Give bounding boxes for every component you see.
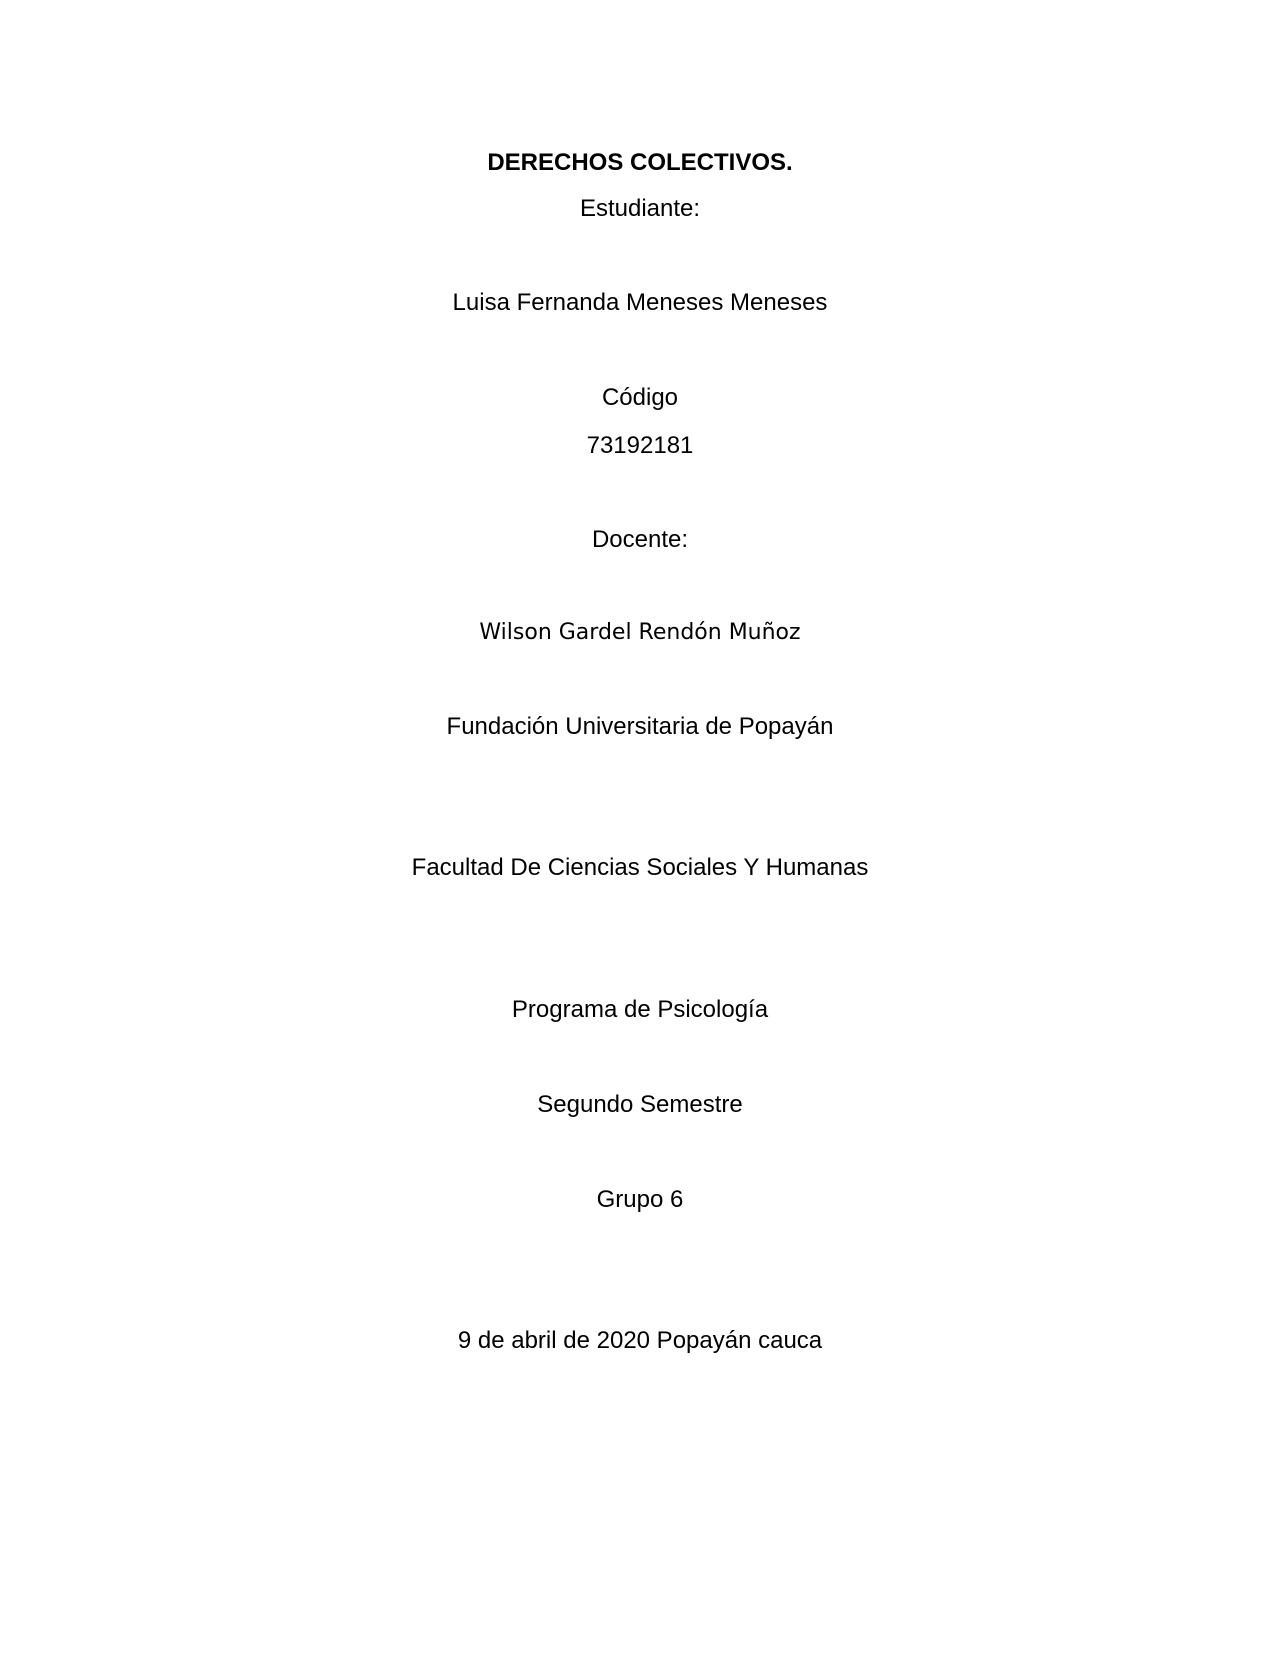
code-value: 73192181 xyxy=(586,432,694,459)
code-label: Código xyxy=(601,384,679,411)
date-place: 9 de abril de 2020 Popayán cauca xyxy=(457,1327,823,1354)
student-label: Estudiante: xyxy=(579,195,701,222)
faculty-name: Facultad De Ciencias Sociales Y Humanas xyxy=(411,854,869,881)
institution-name: Fundación Universitaria de Popayán xyxy=(446,713,834,740)
semester-text: Segundo Semestre xyxy=(537,1091,743,1118)
document-title: DERECHOS COLECTIVOS. xyxy=(487,149,793,176)
teacher-name: Wilson Gardel Rendón Muñoz xyxy=(479,620,801,645)
student-name: Luisa Fernanda Meneses Meneses xyxy=(452,289,828,316)
group-text: Grupo 6 xyxy=(596,1186,684,1213)
teacher-label: Docente: xyxy=(591,526,689,553)
program-name: Programa de Psicología xyxy=(511,996,769,1023)
